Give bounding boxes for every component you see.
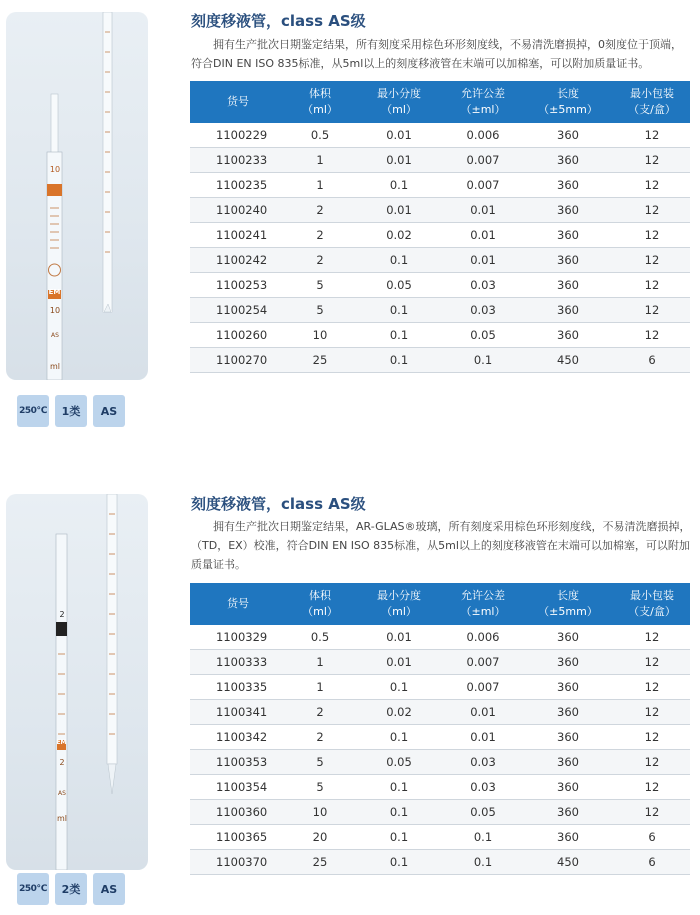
cell-volume: 0.5 (286, 625, 354, 650)
table-row (190, 123, 690, 148)
table-row (190, 650, 690, 675)
cell-tolerance: 0.05 (444, 323, 522, 348)
cell-division: 0.01 (354, 198, 444, 223)
header-volume: 体积 （ml） (286, 583, 354, 625)
cell-division: 0.1 (354, 323, 444, 348)
cell-volume: 1 (286, 173, 354, 198)
cell-division: 0.1 (354, 800, 444, 825)
table-row (190, 248, 690, 273)
cell-volume: 1 (286, 148, 354, 173)
header-volume: 体积 （ml） (286, 81, 354, 123)
cell-code: 1100241 (190, 223, 286, 248)
cell-package: 12 (614, 750, 690, 775)
cell-tolerance: 0.03 (444, 775, 522, 800)
cell-length: 360 (522, 323, 614, 348)
cell-code: 1100242 (190, 248, 286, 273)
cell-division: 0.1 (354, 825, 444, 850)
cell-length: 360 (522, 775, 614, 800)
cell-division: 0.1 (354, 725, 444, 750)
cell-tolerance: 0.03 (444, 750, 522, 775)
cell-package: 12 (614, 725, 690, 750)
cell-volume: 1 (286, 675, 354, 700)
cell-division: 0.01 (354, 148, 444, 173)
cell-division: 0.01 (354, 625, 444, 650)
table-row (190, 273, 690, 298)
cell-division: 0.1 (354, 348, 444, 373)
cell-length: 360 (522, 148, 614, 173)
cell-division: 0.1 (354, 675, 444, 700)
cell-tolerance: 0.007 (444, 148, 522, 173)
cell-package: 12 (614, 198, 690, 223)
header-division: 最小分度 （ml） (354, 583, 444, 625)
cell-tolerance: 0.007 (444, 173, 522, 198)
cell-tolerance: 0.1 (444, 850, 522, 875)
section-description: 拥有生产批次日期鉴定结果，AR-GLAS®玻璃，所有刻度采用棕色环形刻度线，不易清洗磨损掉，（TD，EX）校准，符合DIN EN ISO 835标准，从5ml以上的刻度移液管在末端可以加棉塞，可以附加质量证书。 (191, 520, 691, 571)
header-package: 最小包装 （支/盒） (614, 81, 690, 123)
cell-division: 0.1 (354, 173, 444, 198)
cell-tolerance: 0.01 (444, 223, 522, 248)
cell-length: 360 (522, 825, 614, 850)
cell-division: 0.1 (354, 775, 444, 800)
cell-tolerance: 0.1 (444, 825, 522, 850)
table-row (190, 750, 690, 775)
table-row (190, 298, 690, 323)
category-badge: 1类 (55, 395, 87, 427)
cell-length: 450 (522, 850, 614, 875)
category-badge: 2类 (55, 873, 87, 905)
header-length: 长度 （±5mm） (522, 81, 614, 123)
table-row (190, 775, 690, 800)
temperature-badge: 250℃ (17, 873, 49, 905)
cell-tolerance: 0.007 (444, 675, 522, 700)
cell-tolerance: 0.007 (444, 650, 522, 675)
cell-division: 0.1 (354, 248, 444, 273)
cell-code: 1100365 (190, 825, 286, 850)
cell-volume: 2 (286, 248, 354, 273)
cell-division: 0.02 (354, 223, 444, 248)
cell-tolerance: 0.006 (444, 123, 522, 148)
header-tolerance: 允许公差 （±ml） (444, 81, 522, 123)
cell-package: 12 (614, 700, 690, 725)
cell-volume: 0.5 (286, 123, 354, 148)
cell-volume: 2 (286, 700, 354, 725)
cell-package: 6 (614, 825, 690, 850)
pipette-volume-mark: 2 (59, 610, 65, 619)
cell-volume: 10 (286, 323, 354, 348)
cell-code: 1100341 (190, 700, 286, 725)
cell-tolerance: 0.01 (444, 248, 522, 273)
cell-tolerance: 0.05 (444, 800, 522, 825)
pipette-photo (6, 494, 148, 870)
cell-tolerance: 0.03 (444, 298, 522, 323)
cell-volume: 5 (286, 750, 354, 775)
header-package: 最小包装 （支/盒） (614, 583, 690, 625)
header-tolerance: 允许公差 （±ml） (444, 583, 522, 625)
cell-length: 360 (522, 223, 614, 248)
cell-package: 12 (614, 650, 690, 675)
cell-length: 360 (522, 625, 614, 650)
pipette-unit-label: ml (56, 814, 67, 823)
badge-row (17, 395, 125, 427)
cell-code: 1100235 (190, 173, 286, 198)
cell-package: 12 (614, 800, 690, 825)
cell-package: 12 (614, 298, 690, 323)
cell-tolerance: 0.006 (444, 625, 522, 650)
cell-length: 360 (522, 700, 614, 725)
table-header-row (190, 583, 690, 625)
pipette-volume-mark: 10 (49, 165, 61, 174)
cell-code: 1100270 (190, 348, 286, 373)
cell-package: 12 (614, 273, 690, 298)
cell-tolerance: 0.03 (444, 273, 522, 298)
cell-volume: 10 (286, 800, 354, 825)
table-row (190, 700, 690, 725)
cell-code: 1100370 (190, 850, 286, 875)
cell-code: 1100229 (190, 123, 286, 148)
cell-volume: 25 (286, 850, 354, 875)
cell-division: 0.02 (354, 700, 444, 725)
cell-length: 360 (522, 273, 614, 298)
table-row (190, 173, 690, 198)
pipette-photo (6, 12, 148, 380)
pipette-volume-label: 10 (49, 306, 61, 315)
cell-package: 12 (614, 248, 690, 273)
table-row (190, 148, 690, 173)
cell-package: 6 (614, 850, 690, 875)
cell-tolerance: 0.01 (444, 700, 522, 725)
class-badge: AS (93, 873, 125, 905)
pipette-brand-mark: EM (48, 288, 61, 296)
table-row (190, 323, 690, 348)
spec-table (190, 81, 690, 373)
cell-length: 360 (522, 198, 614, 223)
section-title: 刻度移液管，class AS级 (191, 12, 366, 30)
cell-tolerance: 0.01 (444, 198, 522, 223)
table-row (190, 675, 690, 700)
cell-volume: 2 (286, 198, 354, 223)
cell-length: 360 (522, 650, 614, 675)
cell-package: 12 (614, 625, 690, 650)
cell-length: 360 (522, 298, 614, 323)
header-length: 长度 （±5mm） (522, 583, 614, 625)
section-description: 拥有生产批次日期鉴定结果，所有刻度采用棕色环形刻度线，不易清洗磨损掉，0刻度位于顶端，符合DIN EN ISO 835标准，从5ml以上的刻度移液管在末端可以加棉塞，可以附加质量证书。 (191, 38, 682, 70)
cell-code: 1100260 (190, 323, 286, 348)
cell-code: 1100254 (190, 298, 286, 323)
table-row (190, 800, 690, 825)
cell-division: 0.01 (354, 123, 444, 148)
cell-code: 1100342 (190, 725, 286, 750)
cell-volume: 2 (286, 223, 354, 248)
cell-length: 360 (522, 248, 614, 273)
cell-length: 360 (522, 725, 614, 750)
cell-volume: 1 (286, 650, 354, 675)
cell-tolerance: 0.1 (444, 348, 522, 373)
cell-package: 12 (614, 148, 690, 173)
header-code: 货号 (190, 583, 286, 625)
cell-division: 0.05 (354, 273, 444, 298)
pipette-class-label: AS (51, 332, 59, 339)
spec-table (190, 583, 690, 875)
header-code: 货号 (190, 81, 286, 123)
cell-package: 12 (614, 173, 690, 198)
pipette-class-label: AS (58, 790, 66, 797)
pipette-illustration (6, 494, 148, 870)
cell-length: 360 (522, 675, 614, 700)
table-row (190, 348, 690, 373)
table-row (190, 825, 690, 850)
cell-code: 1100329 (190, 625, 286, 650)
cell-volume: 2 (286, 725, 354, 750)
cell-length: 360 (522, 800, 614, 825)
pipette-brand-mark: EM (56, 739, 67, 746)
cell-division: 0.1 (354, 850, 444, 875)
class-badge: AS (93, 395, 125, 427)
cell-package: 12 (614, 223, 690, 248)
cell-package: 12 (614, 123, 690, 148)
cell-volume: 20 (286, 825, 354, 850)
pipette-unit-label: ml (49, 362, 60, 371)
cell-length: 360 (522, 750, 614, 775)
cell-division: 0.01 (354, 650, 444, 675)
pipette-illustration (6, 12, 148, 380)
table-row (190, 850, 690, 875)
cell-code: 1100354 (190, 775, 286, 800)
cell-code: 1100335 (190, 675, 286, 700)
cell-package: 12 (614, 775, 690, 800)
cell-package: 12 (614, 323, 690, 348)
cell-code: 1100233 (190, 148, 286, 173)
cell-code: 1100353 (190, 750, 286, 775)
cell-code: 1100240 (190, 198, 286, 223)
table-header-row (190, 81, 690, 123)
cell-length: 450 (522, 348, 614, 373)
cell-division: 0.05 (354, 750, 444, 775)
cell-code: 1100333 (190, 650, 286, 675)
badge-row (17, 873, 125, 905)
table-row (190, 198, 690, 223)
table-row (190, 223, 690, 248)
cell-division: 0.1 (354, 298, 444, 323)
cell-length: 360 (522, 173, 614, 198)
cell-length: 360 (522, 123, 614, 148)
cell-volume: 5 (286, 298, 354, 323)
cell-code: 1100253 (190, 273, 286, 298)
cell-volume: 5 (286, 273, 354, 298)
temperature-badge: 250℃ (17, 395, 49, 427)
cell-package: 12 (614, 675, 690, 700)
header-division: 最小分度 （ml） (354, 81, 444, 123)
section-title: 刻度移液管，class AS级 (191, 495, 366, 513)
cell-volume: 5 (286, 775, 354, 800)
table-row (190, 725, 690, 750)
pipette-volume-label: 2 (59, 758, 65, 767)
cell-package: 6 (614, 348, 690, 373)
table-row (190, 625, 690, 650)
cell-tolerance: 0.01 (444, 725, 522, 750)
cell-code: 1100360 (190, 800, 286, 825)
cell-volume: 25 (286, 348, 354, 373)
